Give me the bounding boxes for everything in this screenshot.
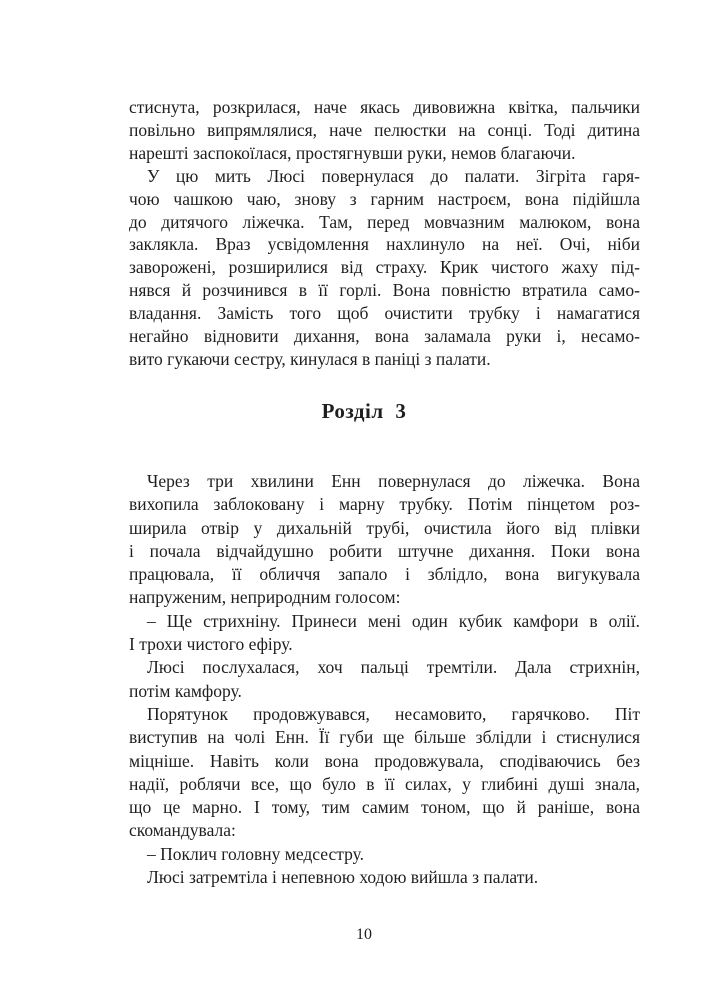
chapter-heading: Розділ 3 xyxy=(321,399,407,423)
text-line: вихопила заблоковану і марну трубку. Потім пінцетом роз- xyxy=(129,494,640,515)
text-line: Через три хвилини Енн повернулася до ліжечка. Вона xyxy=(147,471,640,491)
text-line: І трохи чистого ефіру. xyxy=(129,634,293,655)
text-line: чою чашкою чаю, знову з гарним настроєм, вона підійшла xyxy=(129,188,640,209)
text-line: нарешті заспокоїлася, простягнувши руки, немов благаючи. xyxy=(129,142,576,163)
text-line: негайно відновити дихання, вона заламала руки і, несамо- xyxy=(129,326,640,347)
text-line: ширила отвір у дихальній трубі, очистила його від плівки xyxy=(129,517,640,538)
text-line: – Поклич головну медсестру. xyxy=(147,843,365,864)
text-line: Люсі послухалася, хоч пальці тремтіли. Дала стрихнін, xyxy=(147,657,640,678)
text-line: заклякла. Враз усвідомлення нахлинуло на неї. Очі, ніби xyxy=(129,234,640,255)
text-line: скомандувала: xyxy=(129,820,236,841)
text-line: вито гукаючи сестру, кинулася в паніці з палати. xyxy=(129,348,491,369)
text-line: повільно випрямлялися, наче пелюстки на сонці. Тоді дитина xyxy=(129,119,640,140)
text-line: і почала відчайдушно робити штучне дихання. Поки вона xyxy=(129,540,640,561)
text-block-bottom xyxy=(129,470,640,889)
text-line: напруженим, неприродним голосом: xyxy=(129,587,401,608)
text-line: Порятунок продовжувався, несамовито, гарячково. Піт xyxy=(147,703,640,724)
text-line: стиснута, розкрилася, наче якась дивовижна квітка, пальчики xyxy=(129,97,640,117)
text-line: виступив на чолі Енн. Її губи ще більше зблідли і стиснулися xyxy=(129,727,640,748)
text-line: Люсі затремтіла і непевною ходою вийшла з палати. xyxy=(147,867,539,888)
text-line: У цю мить Люсі повернулася до палати. Зігріта гаря- xyxy=(147,165,640,186)
text-block-top xyxy=(129,96,640,371)
text-line: працювала, її обличчя запало і зблідло, вона вигукувала xyxy=(129,564,640,585)
text-line: міцніше. Навіть коли вона продовжувала, сподіваючись без xyxy=(129,750,640,771)
text-line: владання. Замість того щоб очистити трубку і намагатися xyxy=(129,303,640,324)
text-line: надії, роблячи все, що було в її силах, у глибині душі знала, xyxy=(129,773,640,794)
text-line: заворожені, розширилися від страху. Крик чистого жаху під- xyxy=(129,257,640,278)
page-number: 10 xyxy=(356,926,372,943)
text-line: нявся й розчинився в її горлі. Вона повністю втратила само- xyxy=(129,280,640,301)
text-line: потім камфору. xyxy=(129,680,242,701)
text-line: до дитячого ліжечка. Там, перед мовчазним малюком, вона xyxy=(129,211,640,232)
text-line: – Ще стрихніну. Принеси мені один кубик камфори в олії. xyxy=(147,610,640,631)
text-line: що це марно. І тому, тим самим тоном, що й раніше, вона xyxy=(129,797,640,818)
